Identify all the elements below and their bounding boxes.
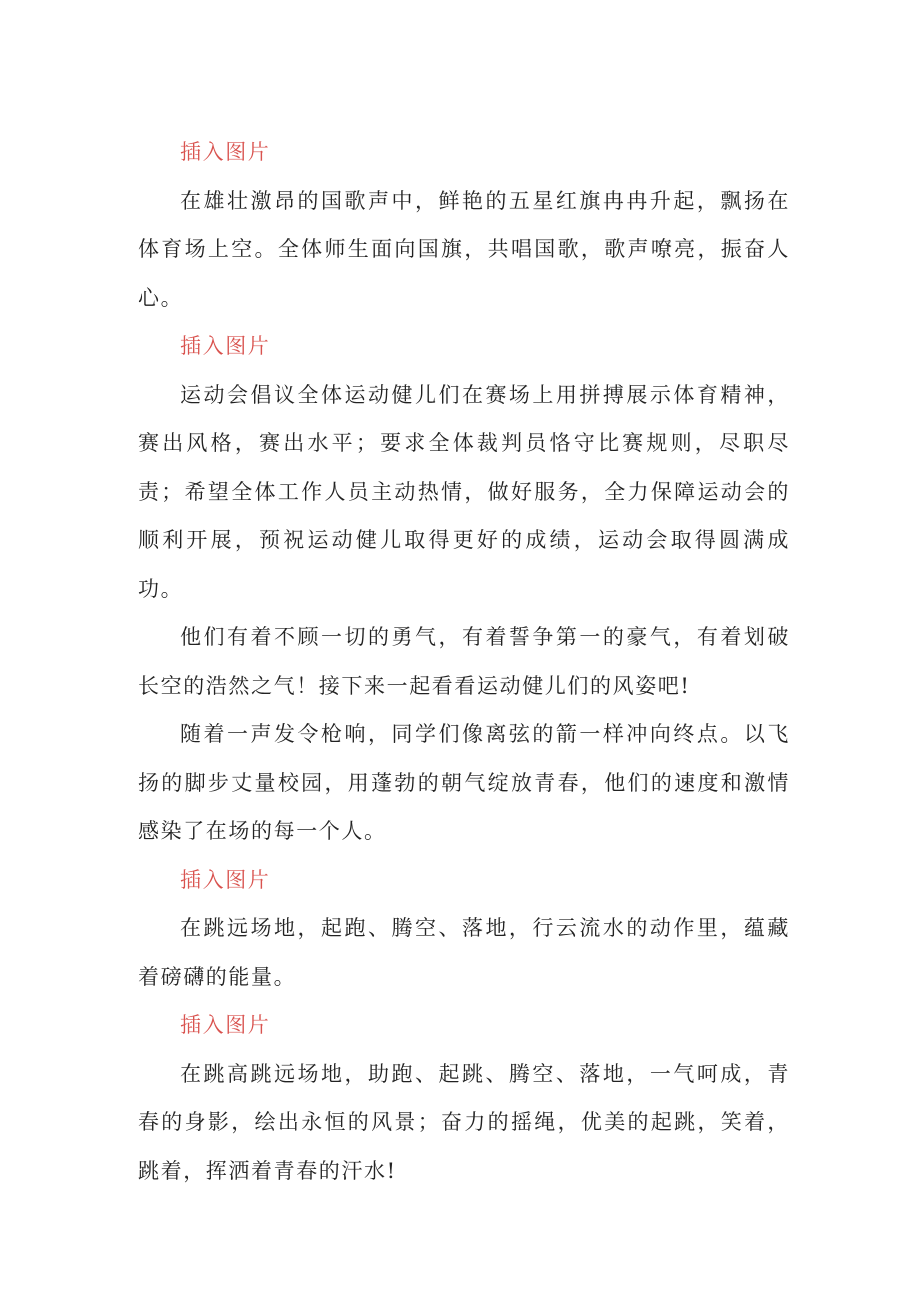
image-placeholder-2: 插入图片	[180, 334, 271, 358]
paragraph-courage: 他们有着不顾一切的勇气，有着誓争第一的豪气，有着划破长空的浩然之气！接下来一起看看运动健儿们的风姿吧!	[138, 625, 790, 698]
image-placeholder-3: 插入图片	[180, 867, 271, 892]
paragraph-anthem: 在雄壮激昂的国歌声中，鲜艳的五星红旗冉冉升起，飘扬在体育场上空。全体师生面向国旗，共唱国歌，歌声嘹亮，振奋人心。	[138, 188, 790, 310]
image-placeholder-1: 插入图片	[180, 140, 271, 164]
paragraph-high-jump: 在跳高跳远场地，助跑、起跳、腾空、落地，一气呵成，青春的身影，绘出永恒的风景；奋力的摇绳，优美的起跳，笑着，跳着，挥洒着青春的汗水!	[138, 1061, 790, 1183]
paragraph-starting-gun: 随着一声发令枪响，同学们像离弦的箭一样冲向终点。以飞扬的脚步丈量校园，用蓬勃的朝气绽放青春，他们的速度和激情感染了在场的每一个人。	[138, 722, 790, 843]
paragraph-initiative: 运动会倡议全体运动健儿们在赛场上用拼搏展示体育精神，赛出风格，赛出水平；要求全体裁判员恪守比赛规则，尽职尽责；希望全体工作人员主动热情，做好服务，全力保障运动会的顺利开展，预祝运动健儿取得更好的成绩，运动会取得圆满成功。	[138, 382, 790, 601]
paragraph-long-jump: 在跳远场地，起跑、腾空、落地，行云流水的动作里，蕴藏着磅礴的能量。	[138, 916, 790, 989]
document-body	[138, 128, 790, 1195]
image-placeholder-4: 插入图片	[180, 1013, 271, 1037]
